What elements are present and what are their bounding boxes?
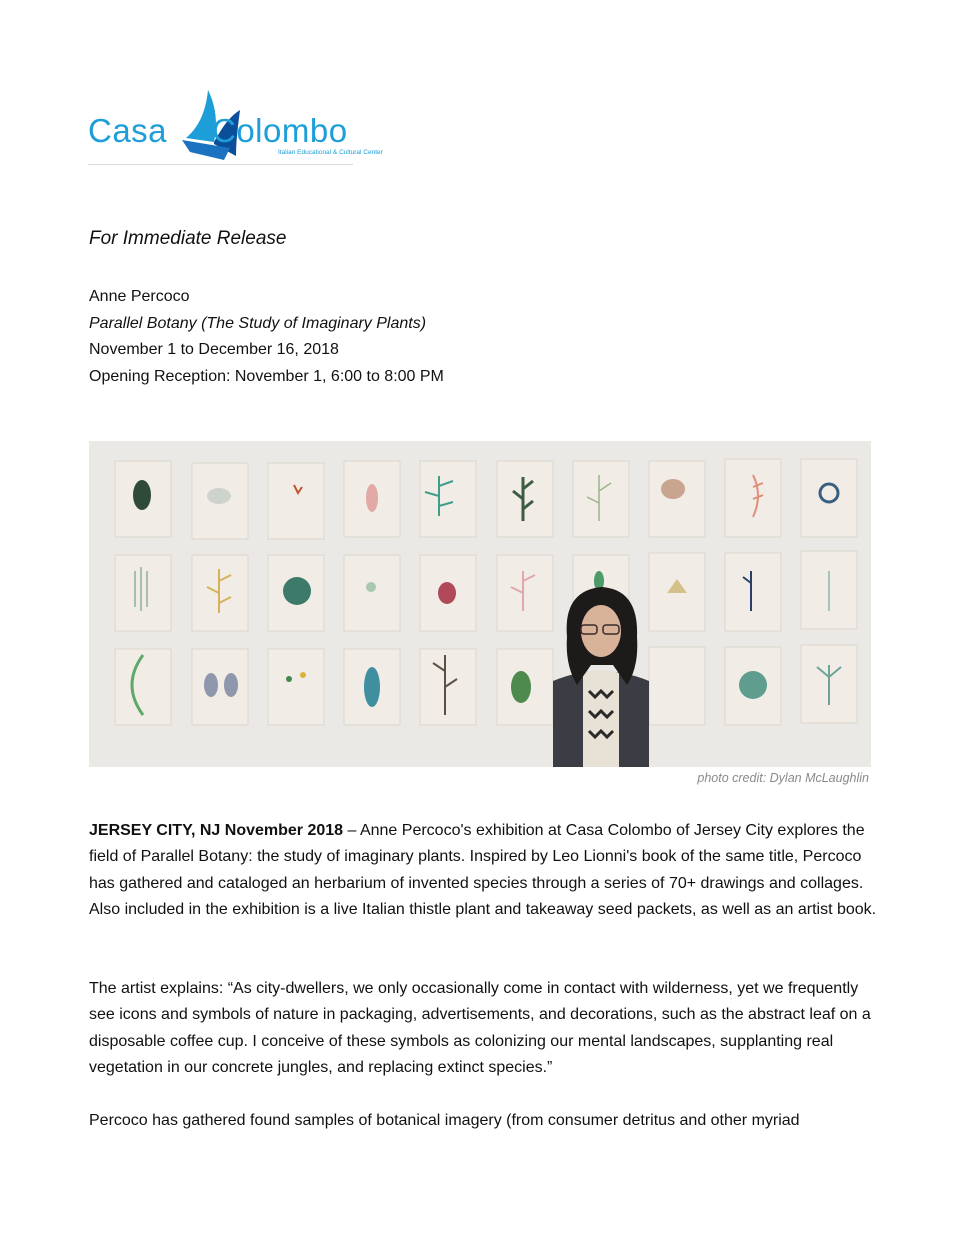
logo-text-casa: Casa [88, 112, 168, 149]
logo-divider [88, 164, 353, 165]
logo-tagline: Italian Educational & Cultural Center [278, 149, 383, 156]
paragraph-1-text: – Anne Percoco's exhibition at Casa Colombo of Jersey City explores the field of Parallel Botany: the study of imaginary plants. Inspired by Leo Lionni's book of the same title, Percoco has gathered and cataloged an herbarium of invented species through a series of 70+ drawings and collages. Also included in the exhibition is a live Italian thistle plant and takeaway seed packets, as well as an artist book. [89, 822, 877, 918]
exhibition-photo [89, 441, 871, 767]
opening-reception: Opening Reception: November 1, 6:00 to 8:00 PM [89, 367, 444, 385]
exhibition-title: Parallel Botany (The Study of Imaginary Plants) [89, 314, 427, 332]
exhibition-info [89, 284, 444, 390]
body-paragraph-3: Percoco has gathered found samples of botanical imagery (from consumer detritus and other myriad [89, 1112, 800, 1129]
body-paragraph-1 [89, 818, 879, 923]
artist-name: Anne Percoco [89, 288, 190, 305]
gallery-wall-illustration [89, 441, 871, 767]
photo-credit: photo credit: Dylan McLaughlin [697, 771, 869, 785]
body-paragraph-2: The artist explains: “As city-dwellers, we only occasionally come in contact with wilderness, yet we frequently see icons and symbols of nature in packaging, advertisements, and decorations, such as the abstract leaf on a disposable coffee cup. I conceive of these symbols as colonizing our mental landscapes, supplanting real vegetation in our concrete jungles, and replacing extinct species.” [89, 980, 871, 1076]
casa-colombo-logo [88, 88, 383, 168]
exhibition-dates: November 1 to December 16, 2018 [89, 341, 339, 358]
logo-text-colombo: Colombo [212, 112, 348, 149]
release-label: For Immediate Release [89, 228, 287, 249]
dateline: JERSEY CITY, NJ November 2018 [89, 822, 344, 839]
